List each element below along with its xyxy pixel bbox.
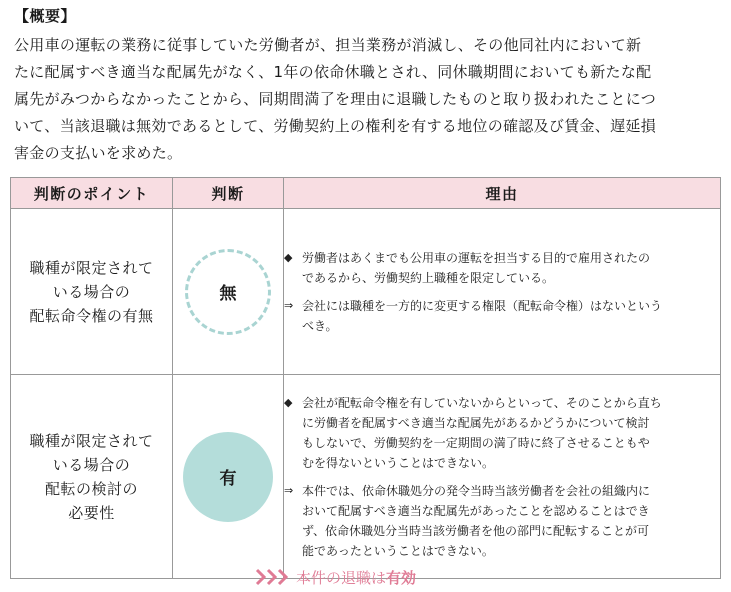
point-line: 職種が限定されて bbox=[29, 431, 154, 450]
point-cell bbox=[11, 209, 173, 375]
summary-text bbox=[14, 32, 719, 167]
table-row bbox=[11, 209, 721, 375]
table-row bbox=[11, 375, 721, 579]
header-judgement: 判断 bbox=[173, 178, 284, 209]
point-line: 配転命令権の有無 bbox=[29, 306, 154, 325]
reason-line: 本件では、依命休職処分の発令当時当該労働者を会社の組織内に bbox=[302, 483, 651, 498]
summary-line: 公用車の運転の業務に従事していた労働者が、担当業務が消滅し、その他同社内において新 bbox=[14, 36, 642, 54]
table-header-row bbox=[11, 178, 721, 209]
reason-text bbox=[302, 481, 650, 561]
reason-item bbox=[284, 393, 720, 473]
point-line: 配転の検討の bbox=[44, 479, 138, 498]
reason-line: おいて配属すべき適当な配属先があったことを認めることはでき bbox=[302, 503, 650, 518]
reason-cell bbox=[284, 375, 721, 579]
judgement-cell bbox=[173, 209, 284, 375]
judgement-cell bbox=[173, 375, 284, 579]
point-line: 必要性 bbox=[68, 503, 115, 522]
reason-text bbox=[302, 296, 662, 336]
reason-line: もしないで、労働契約を一定期間の満了時に終了させることもや bbox=[302, 435, 650, 450]
reason-cell bbox=[284, 209, 721, 375]
conclusion-emphasis: 有効 bbox=[386, 568, 417, 587]
judgement-table bbox=[10, 177, 721, 579]
triple-chevron-right-icon bbox=[255, 568, 288, 586]
diamond-bullet-icon: ◆ bbox=[284, 250, 293, 264]
reason-text bbox=[302, 393, 662, 473]
reason-item bbox=[284, 481, 720, 561]
reason-line: べき。 bbox=[302, 318, 338, 333]
summary-line: 害金の支払いを求めた。 bbox=[14, 144, 183, 162]
summary-line: 属先がみつからなかったことから、同期間満了を理由に退職したものと取り扱われたことにつ bbox=[14, 90, 657, 108]
reason-line: 労働者はあくまでも公用車の運転を担当する目的で雇用されたの bbox=[302, 250, 651, 265]
reason-item bbox=[284, 248, 720, 288]
point-line: いる場合の bbox=[52, 282, 131, 301]
header-point: 判断のポイント bbox=[11, 178, 173, 209]
summary-line: たに配属すべき適当な配属先がなく、1年の依命休職とされ、同休職期間においても新たな配 bbox=[14, 63, 652, 81]
reason-line: 会社には職種を一方的に変更する権限（配転命令権）はないという bbox=[302, 298, 663, 313]
reason-line: に労働者を配属すべき適当な配属先があるかどうかについて検討 bbox=[302, 415, 650, 430]
reason-line: 会社が配転命令権を有していないからといって、そのことから直ち bbox=[302, 395, 662, 410]
summary-line: いて、当該退職は無効であるとして、労働契約上の権利を有する地位の確認及び賃金、遅延損 bbox=[14, 117, 657, 135]
judgement-badge-dashed: 無 bbox=[185, 249, 271, 335]
point-line: 職種が限定されて bbox=[29, 258, 154, 277]
judgement-badge-filled: 有 bbox=[183, 432, 273, 522]
conclusion-prefix: 本件の退職は bbox=[296, 568, 387, 587]
header-reason: 理由 bbox=[284, 178, 721, 209]
double-arrow-icon: ⇒ bbox=[284, 483, 294, 497]
reason-line: であるから、労働契約上職種を限定している。 bbox=[302, 270, 555, 285]
reason-line: ず、依命休職処分当時当該労働者を他の部門に配転することが可 bbox=[302, 523, 650, 538]
summary-heading: 【概要】 bbox=[14, 7, 77, 25]
diamond-bullet-icon: ◆ bbox=[284, 395, 293, 409]
point-cell bbox=[11, 375, 173, 579]
reason-line: 能であったということはできない。 bbox=[302, 543, 494, 558]
double-arrow-icon: ⇒ bbox=[284, 298, 294, 312]
reason-item bbox=[284, 296, 720, 336]
reason-line: むを得ないということはできない。 bbox=[302, 455, 495, 470]
conclusion bbox=[255, 566, 416, 588]
point-line: いる場合の bbox=[52, 455, 131, 474]
reason-text bbox=[302, 248, 650, 288]
